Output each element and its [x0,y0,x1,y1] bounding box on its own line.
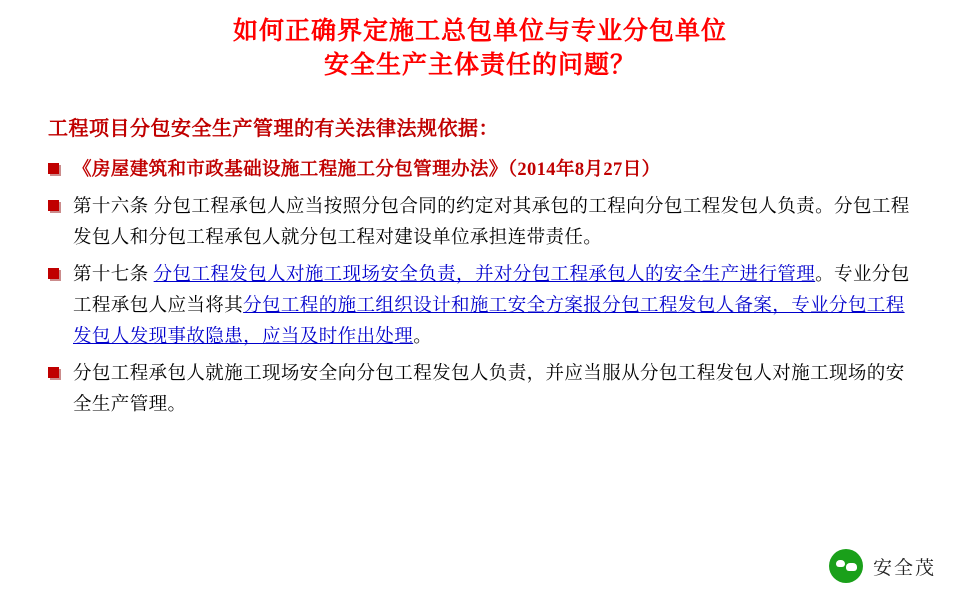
square-bullet-icon [48,163,59,174]
section-subtitle: 工程项目分包安全生产管理的有关法律法规依据： [48,116,499,140]
text-segment: 《房屋建筑和市政基础设施工程施工分包管理办法》（2014年8月27日） [73,160,661,180]
title-block [0,0,960,82]
square-bullet-icon [48,200,59,211]
text-segment: 。专业分包工程承包人应当将其 [73,265,910,316]
text-segment: 第十六条 分包工程承包人应当按照分包合同的约定对其承包的工程向分包工程发包人负责。分包工程发包人和分包工程承包人就分包工程对建设单位承担连带责任。 [73,197,910,248]
text-segment: 。 [413,327,433,347]
list-item [48,192,920,254]
content-list [48,155,920,421]
list-item-text [73,192,920,254]
list-item-text [73,155,661,186]
title-line-1: 如何正确界定施工总包单位与专业分包单位 [232,16,727,45]
text-segment-highlight: 分包工程发包人对施工现场安全负责，并对分包工程承包人的安全生产进行管理 [153,265,816,285]
title-line-2: 安全生产主体责任的问题？ [323,50,636,79]
list-item-text [73,359,920,421]
text-segment-highlight: 分包工程的施工组织设计和施工安全方案报分包工程发包人备案，专业分包工程发包人发现事故隐患，应当及时作出处理 [73,296,905,347]
text-segment: 第十七条 [73,265,154,285]
watermark-logo [829,549,936,583]
list-item [48,260,920,353]
list-item-text [73,260,920,353]
list-item [48,359,920,421]
text-segment: 分包工程承包人就施工现场安全向分包工程发包人负责，并应当服从分包工程发包人对施工现场的安全生产管理。 [73,364,905,415]
watermark-logo-text: 安全茂 [872,556,936,579]
wechat-icon [829,549,863,583]
square-bullet-icon [48,367,59,378]
list-item [48,155,920,186]
square-bullet-icon [48,268,59,279]
